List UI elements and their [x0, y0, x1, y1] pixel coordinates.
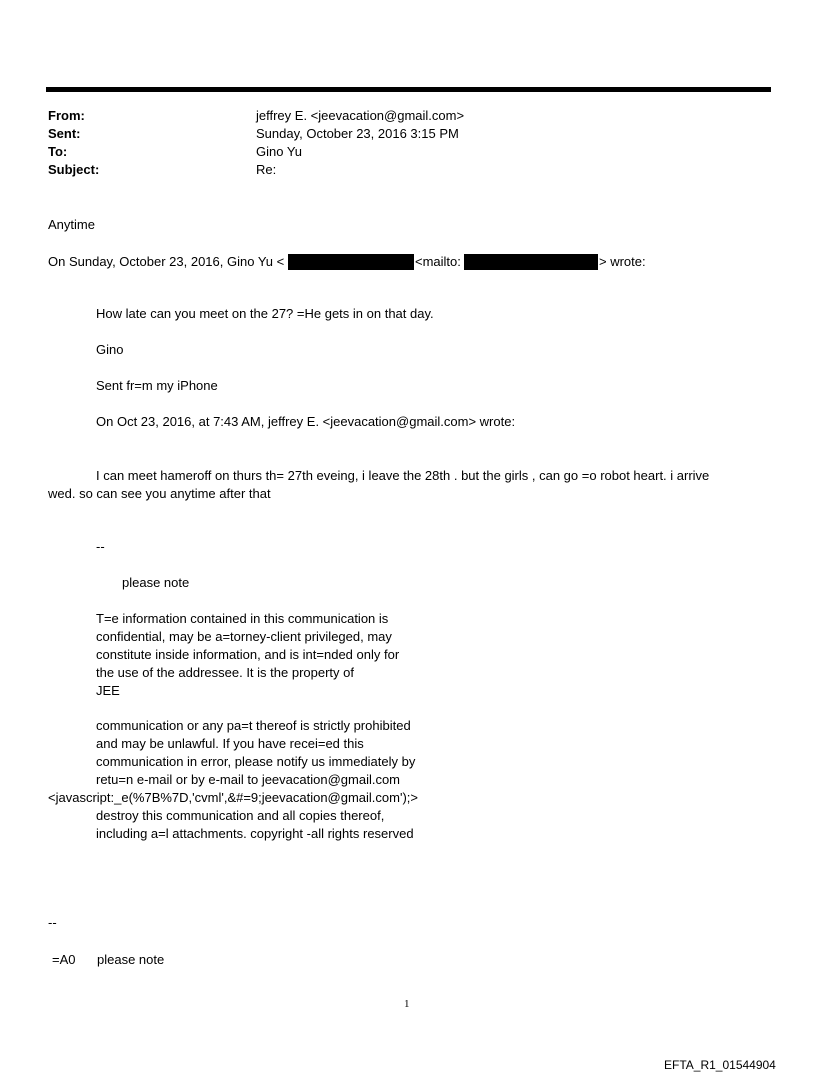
page-number: 1: [404, 998, 410, 1010]
disclaimer-line: retu=n e-mail or by e-mail to jeevacation@gmail.com: [96, 772, 401, 787]
disclaimer-line: destroy this communication and all copies thereof,: [96, 808, 385, 823]
disclaimer-line: the use of the addressee. It is the property of: [96, 665, 354, 680]
subject-label: Subject:: [48, 162, 100, 177]
disclaimer-line: communication or any pa=t thereof is strictly prohibited: [96, 718, 411, 733]
from-value: jeffrey E. <jeevacation@gmail.com>: [256, 108, 465, 123]
disclaimer-line: communication in error, please notify us immediately by: [96, 754, 416, 769]
quote-intro-part2: <mailto:: [415, 254, 461, 269]
signature-separator: --: [96, 539, 105, 554]
quoted-line: How late can you meet on the 27? =He gets in on that day.: [96, 306, 434, 321]
paragraph-line: wed. so can see you anytime after that: [48, 486, 271, 501]
document-id: EFTA_R1_01544904: [664, 1058, 776, 1072]
disclaimer-javascript-link: <javascript:_e(%7B%7D,'cvml',&#=9;jeevacation@gmail.com');>: [48, 790, 418, 805]
quote-intro-part3: > wrote:: [599, 254, 646, 269]
reply-text: Anytime: [48, 217, 95, 232]
disclaimer-line: JEE: [96, 683, 120, 698]
to-value: Gino Yu: [256, 144, 303, 159]
sent-value: Sunday, October 23, 2016 3:15 PM: [256, 126, 459, 141]
quoted-line: Gino: [96, 342, 124, 357]
quoted-line: Sent fr=m my iPhone: [96, 378, 218, 393]
disclaimer-line: T=e information contained in this communication is: [96, 611, 389, 626]
to-label: To:: [48, 144, 68, 159]
quote-intro-part1: On Sunday, October 23, 2016, Gino Yu <: [48, 254, 285, 269]
disclaimer-line: constitute inside information, and is int=nded only for: [96, 647, 400, 662]
disclaimer-line: and may be unlawful. If you have recei=ed this: [96, 736, 364, 751]
subject-value: Re:: [256, 162, 277, 177]
sent-label: Sent:: [48, 126, 81, 141]
redaction-box: [288, 254, 414, 270]
redaction-box: [464, 254, 598, 270]
header-rule: [46, 87, 771, 92]
closing-note: please note: [97, 952, 165, 967]
closing-separator: --: [48, 915, 57, 930]
closing-a0: =A0: [52, 952, 76, 967]
disclaimer-line: confidential, may be a=torney-client privileged, may: [96, 629, 392, 644]
disclaimer-line: including a=l attachments. copyright -all rights reserved: [96, 826, 414, 841]
quoted-line: On Oct 23, 2016, at 7:43 AM, jeffrey E. <jeevacation@gmail.com> wrote:: [96, 414, 516, 429]
from-label: From:: [48, 108, 85, 123]
paragraph-line: I can meet hameroff on thurs th= 27th eveing, i leave the 28th . but the girls , can go =o robot heart. i arrive: [96, 468, 710, 483]
signature-title: please note: [122, 575, 190, 590]
